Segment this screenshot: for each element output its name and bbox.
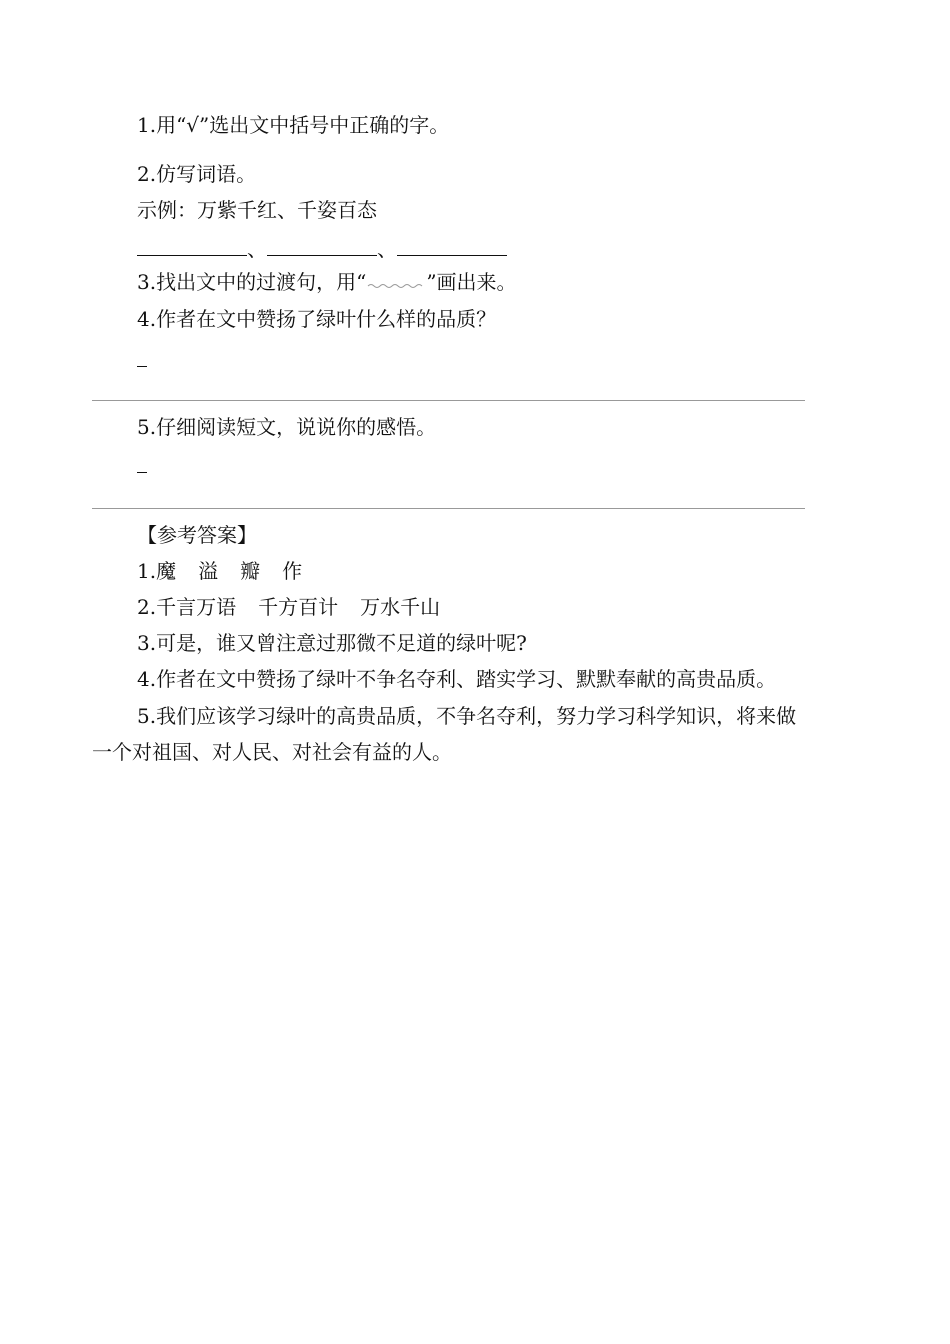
answer-2-item: 万水千山 <box>360 595 441 619</box>
answer-blank-2[interactable] <box>267 237 377 256</box>
answer-1-item: 作 <box>282 559 303 583</box>
answers-heading: 【参考答案】 <box>137 523 257 547</box>
answer-3: 3.可是，谁又曾注意过那微不足道的绿叶呢? <box>137 631 527 655</box>
question-3 <box>137 269 517 295</box>
question-4: 4.作者在文中赞扬了绿叶什么样的品质？ <box>137 307 497 331</box>
answer-dash <box>137 472 147 473</box>
answer-1 <box>137 558 302 584</box>
question-3-text-after: ”画出来。 <box>426 270 517 294</box>
answer-2 <box>137 594 440 620</box>
answer-blank-1[interactable] <box>137 237 247 256</box>
separator: 、 <box>247 237 267 261</box>
question-2-blanks <box>137 236 507 262</box>
answer-1-item: 溢 <box>198 559 219 583</box>
wavy-underline-icon <box>366 275 426 289</box>
question-2-example: 示例：万紫千红、千姿百态 <box>137 198 377 222</box>
answer-2-item: 千方百计 <box>258 595 339 619</box>
answer-5-continued: 一个对祖国、对人民、对社会有益的人。 <box>92 740 452 764</box>
answer-blank-3[interactable] <box>397 237 507 256</box>
answer-line[interactable] <box>92 400 805 401</box>
answer-1-item: 瓣 <box>240 559 261 583</box>
answer-1-item: 1.魔 <box>137 559 177 583</box>
answer-dash <box>137 366 147 367</box>
question-5: 5.仔细阅读短文，说说你的感悟。 <box>137 415 437 439</box>
answer-2-item: 2.千言万语 <box>137 595 237 619</box>
question-1: 1.用“√”选出文中括号中正确的字。 <box>137 113 450 137</box>
question-2: 2.仿写词语。 <box>137 162 257 186</box>
separator: 、 <box>377 237 397 261</box>
answer-line[interactable] <box>92 508 805 509</box>
answer-4: 4.作者在文中赞扬了绿叶不争名夺利、踏实学习、默默奉献的高贵品质。 <box>137 667 777 691</box>
answer-5: 5.我们应该学习绿叶的高贵品质，不争名夺利，努力学习科学知识，将来做 <box>137 704 797 728</box>
question-3-text-before: 3.找出文中的过渡句，用“ <box>137 270 367 294</box>
